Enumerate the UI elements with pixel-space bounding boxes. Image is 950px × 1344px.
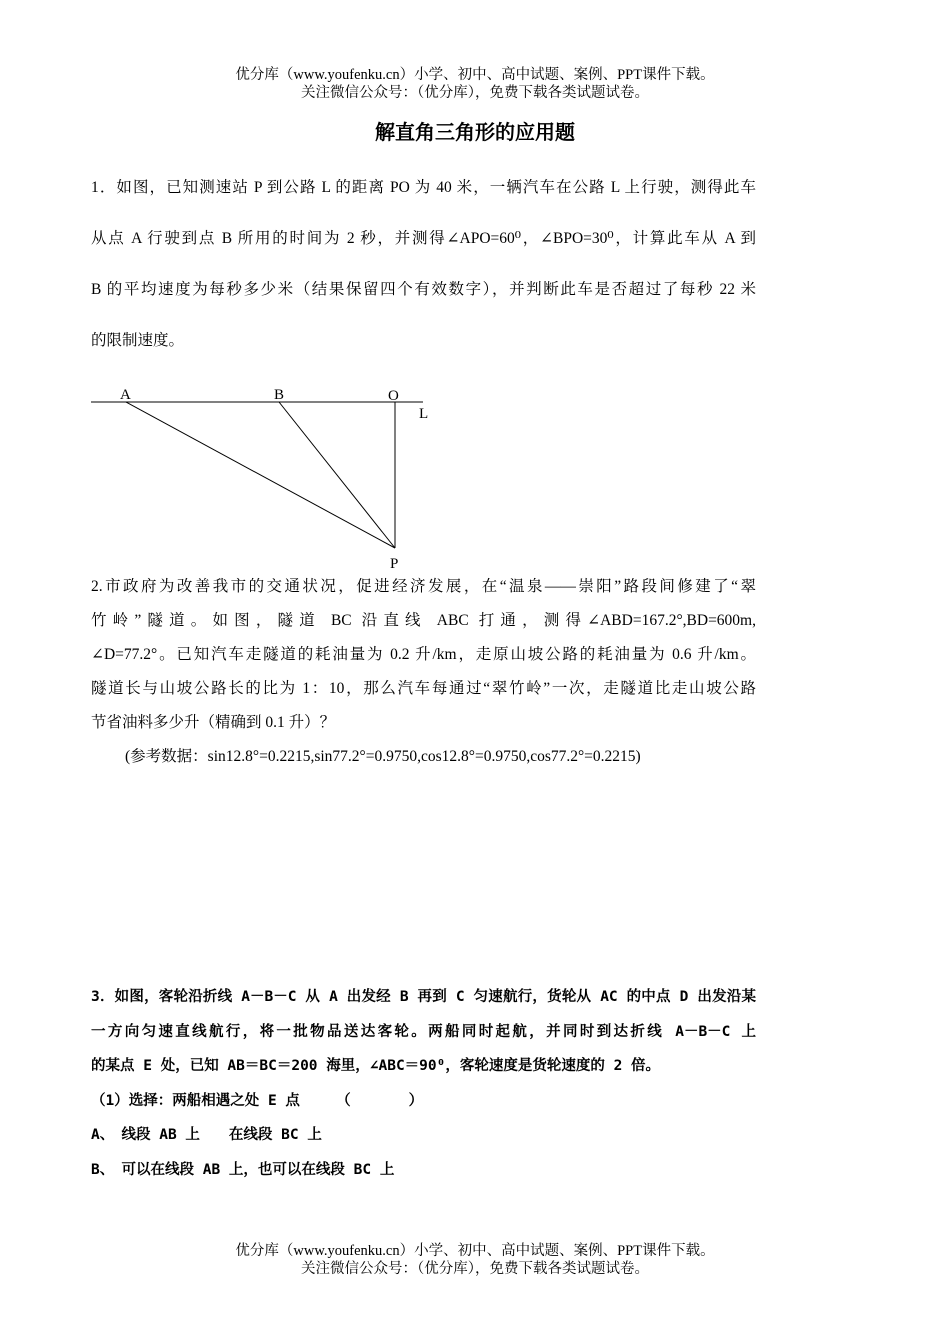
footer-line-1: 优分库（www.youfenku.cn）小学、初中、高中试题、案例、PPT课件下载。 bbox=[235, 1243, 715, 1259]
q3-option-b: B、 可以在线段 AB 上，也可以在线段 BC 上 bbox=[91, 1161, 395, 1178]
q2-line-3: ∠D=77.2°。已知汽车走隧道的耗油量为 0.2 升/km，走原山坡公路的耗油量为 0.6 升/km。 bbox=[91, 646, 756, 663]
q2-reference-data: (参考数据：sin12.8°=0.2215,sin77.2°=0.9750,cos12.8°=0.9750,cos77.2°=0.2215) bbox=[125, 748, 641, 765]
label-l: L bbox=[419, 406, 429, 422]
q2-line-4: 隧道长与山坡公路长的比为 1：10，那么汽车每通过“翠竹岭”一次，走隧道比走山坡公路 bbox=[91, 680, 756, 697]
q3-line-1: 3．如图，客轮沿折线 A－B－C 从 A 出发经 B 再到 C 匀速航行，货轮从 AC 的中点 D 出发沿某 bbox=[91, 989, 756, 1005]
q3-option-a: A、 线段 AB 上 在线段 BC 上 bbox=[91, 1127, 322, 1143]
page-footer bbox=[0, 1242, 950, 1278]
question-3 bbox=[91, 980, 756, 1187]
q2-line-1: 2.市政府为改善我市的交通状况，促进经济发展，在“温泉——崇阳”路段间修建了“翠 bbox=[91, 578, 756, 595]
q1-line-1: 1．如图，已知测速站 P 到公路 L 的距离 PO 为 40 米，一辆汽车在公路 L 上行驶，测得此车 bbox=[91, 179, 756, 196]
q1-line-3: B 的平均速度为每秒多少米（结果保留四个有效数字），并判断此车是否超过了每秒 22 米 bbox=[91, 281, 756, 298]
label-o: O bbox=[388, 388, 399, 404]
page-title: 解直角三角形的应用题 bbox=[375, 120, 575, 144]
q3-sub-question-1: （1）选择：两船相遇之处 E 点 （ ） bbox=[91, 1092, 424, 1109]
q1-line-4: 的限制速度。 bbox=[91, 332, 185, 349]
q2-line-2: 竹岭”隧道。如图，隧道 BC 沿直线 ABC 打通，测得∠ABD=167.2°,BD=600m, bbox=[91, 612, 756, 629]
segment-bp bbox=[279, 402, 395, 548]
segment-ap bbox=[126, 402, 395, 548]
header-line-1: 优分库（www.youfenku.cn）小学、初中、高中试题、案例、PPT课件下载。 bbox=[235, 67, 715, 83]
label-p: P bbox=[390, 556, 399, 572]
q2-line-5: 节省油料多少升（精确到 0.1 升）？ bbox=[91, 714, 336, 731]
footer-line-2: 关注微信公众号：（优分库），免费下载各类试题试卷。 bbox=[301, 1261, 649, 1277]
label-a: A bbox=[120, 387, 131, 403]
q3-line-3: 的某点 E 处，已知 AB＝BC＝200 海里，∠ABC＝90⁰，客轮速度是货轮速度的 2 倍。 bbox=[91, 1058, 661, 1074]
header-line-2: 关注微信公众号：（优分库），免费下载各类试题试卷。 bbox=[301, 85, 649, 101]
label-b: B bbox=[274, 387, 285, 403]
question-2 bbox=[91, 570, 756, 774]
q1-line-2: 从点 A 行驶到点 B 所用的时间为 2 秒，并测得∠APO=60⁰，∠BPO=30⁰，计算此车从 A 到 bbox=[91, 230, 756, 247]
q3-line-2: 一方向匀速直线航行，将一批物品送达客轮。两船同时起航，并同时到达折线 A－B－C 上 bbox=[91, 1023, 756, 1040]
